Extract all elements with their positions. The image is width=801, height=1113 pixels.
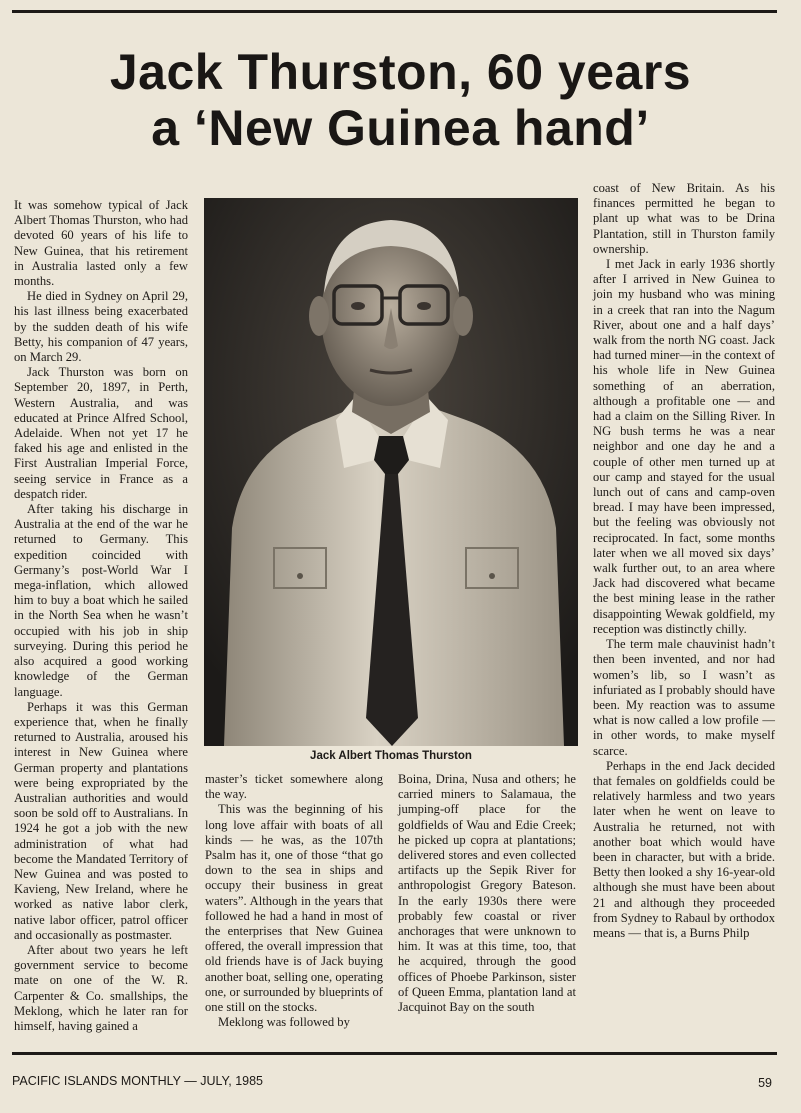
bottom-rule bbox=[12, 1052, 777, 1055]
paragraph: Jack Thurston was born on September 20, 1897, in Perth, Western Australia, and was educated at Prince Alfred School, Adelaide. When not yet 17 he faked his age and enlisted in the First Australian Imperial Force, seeing service in France as a despatch rider. bbox=[14, 365, 188, 501]
article-column-2 bbox=[205, 772, 383, 1030]
paragraph: Boina, Drina, Nusa and others; he carried miners to Salamaua, the jumping-off place for the goldfields of Wau and Edie Creek; he picked up copra at plantations; delivered stores and even collected artifacts up the Sepik River for anthropologist Gregory Bateson. In the early 1930s there were probably few coastal or river anchorages that were unknown to him. It was at this time, too, that he acquired, through the good offices of Phoebe Parkinson, sister of Queen Emma, plantation land at Jacquinot Bay on the south bbox=[398, 772, 576, 1015]
paragraph: I met Jack in early 1936 shortly after I arrived in New Guinea to join my husband who was mining in a creek that ran into the Nagum River, about one and a half days’ walk from the north NG coast. Jack had turned miner—in the context of his whole life in New Guinea something of an aberration, although a profitable one — and had a claim on the Silling River. In NG bush terms he was a near neighbor and one day he and a couple of other men turned up at our camp and stayed for the usual lunch out of cans and camp-oven bread. I may have been impressed, but the feeling was obviously not reciprocated. In fact, some months later when we all moved six days’ walk further out, to an area where Jack had discovered what became the best mining lease in the rather disappointing Wewak goldfield, my reception was distinctly chilly. bbox=[593, 257, 775, 636]
paragraph: Perhaps in the end Jack decided that females on goldfields could be relatively harmless and two years later when he went on leave to Australia he returned, not with another boat which would have been in character, but with a bride. Betty then looked a shy 16-year-old although she must have been about 21 and although they proceeded from Sydney to Rabaul by orthodox means — that is, a Burns Philp bbox=[593, 758, 775, 940]
page-number: 59 bbox=[758, 1076, 772, 1090]
paragraph: He died in Sydney on April 29, his last illness being exacerbated by the sudden death of his wife Betty, his companion of 47 years, on March 29. bbox=[14, 289, 188, 365]
publication-footer: PACIFIC ISLANDS MONTHLY — JULY, 1985 bbox=[12, 1074, 264, 1088]
photo-caption: Jack Albert Thomas Thurston bbox=[310, 750, 472, 762]
article-column-4 bbox=[593, 181, 775, 941]
paragraph: After taking his discharge in Australia at the end of the war he returned to Germany. This expedition coincided with Germany’s post-World War I mega-inflation, which allowed him to buy a boat which he sailed in the North Sea when he wasn’t occupied with his job in ship surveying. During this period he also acquired a good working knowledge of the German language. bbox=[14, 502, 188, 699]
paragraph: Perhaps it was this German experience that, when he finally returned to Australia, aroused his interest in New Guinea where German property and plantations were being expropriated by the Australian authorities and would soon be sold off to Australians. In 1924 he got a job with the new administration of what had become the Mandated Territory of New Guinea and was posted to Kavieng, New Ireland, where he worked as native labor clerk, native labor officer, patrol officer and occasionally as postmaster. bbox=[14, 699, 188, 942]
article-headline bbox=[0, 44, 801, 156]
paragraph: After about two years he left government service to become mate on one of the W. R. Carpenter & Co. smallships, the Meklong, which he later ran for himself, having gained a bbox=[14, 942, 188, 1033]
paragraph: This was the beginning of his long love affair with boats of all kinds — he was, as the 107th Psalm has it, one of those “that go down to the sea in ships and occupy their business in great waters”. Although in the years that followed he had a hand in most of the enterprises that New Guinea offered, the overall impression that old friends have is of Jack buying another boat, selling one, operating one, or surrounded by blueprints of one still on the stocks. bbox=[205, 802, 383, 1015]
paragraph: master’s ticket somewhere along the way. bbox=[205, 772, 383, 802]
article-column-3 bbox=[398, 772, 576, 1015]
paragraph: It was somehow typical of Jack Albert Thomas Thurston, who had devoted 60 years of his life to New Guinea, that his retirement in Australia lasted only a few months. bbox=[14, 198, 188, 289]
top-rule bbox=[12, 10, 777, 13]
paragraph: Meklong was followed by bbox=[218, 1015, 350, 1030]
portrait-illustration bbox=[204, 198, 578, 746]
portrait-photo bbox=[204, 198, 578, 746]
paragraph: coast of New Britain. As his finances permitted he began to plant up what was to be Drina Plantation, still in Thurston family ownership. bbox=[593, 181, 775, 256]
headline-line-1: Jack Thurston, 60 years bbox=[109, 44, 692, 100]
headline-line-2: a ‘New Guinea hand’ bbox=[151, 100, 650, 156]
article-column-1 bbox=[14, 198, 188, 1034]
paragraph: The term male chauvinist hadn’t then been invented, and nor had women’s lib, so I wasn’t as infuriated as I probably should have been. My reaction was to assume what is now called a low profile — in other words, to make myself scarce. bbox=[593, 637, 775, 758]
